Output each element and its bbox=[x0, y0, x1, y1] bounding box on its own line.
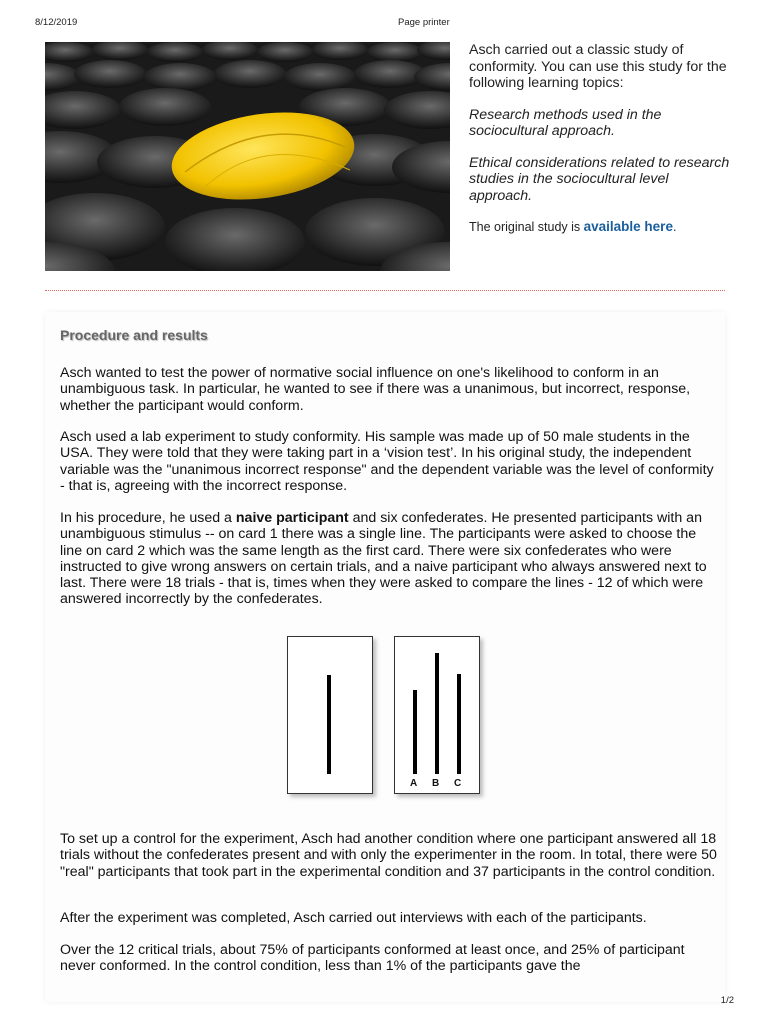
stimulus-card-2 bbox=[394, 636, 480, 794]
print-header-title: Page printer bbox=[398, 17, 450, 28]
reference-line bbox=[327, 675, 331, 774]
comparison-line-a bbox=[413, 690, 417, 774]
comparison-line-b bbox=[435, 653, 439, 774]
procedure-text-start: In his procedure, he used a bbox=[60, 510, 236, 526]
intro-text bbox=[469, 42, 731, 251]
paragraph-interviews: After the experiment was completed, Asch carried out interviews with each of the participants. bbox=[60, 910, 647, 926]
content-panel bbox=[45, 312, 725, 1002]
original-study-line bbox=[469, 219, 731, 236]
print-date: 8/12/2019 bbox=[35, 17, 78, 28]
comparison-line-c bbox=[457, 674, 461, 774]
paragraph-method: Asch used a lab experiment to study conformity. His sample was made up of 50 male students in the USA. They were told that they were taking part in a ‘vision test’. In his original study, the independent variable was the "unanimous incorrect response" and the dependent variable was the level of conformity - that is, agreeing with the incorrect response. bbox=[60, 429, 714, 494]
paragraph-aim: Asch wanted to test the power of normative social influence on one's likelihood to conform in an unambiguous task. In particular, he wanted to see if there was a unanimous, but incorrect, response, whether the participant would conform. bbox=[60, 365, 691, 414]
line-label-b: B bbox=[432, 778, 440, 789]
page-number: 1/2 bbox=[720, 995, 734, 1006]
paragraph-control: To set up a control for the experiment, Asch had another condition where one participant answered all 18 trials without the confederates present and with only the experimenter in the room. In total, there were 50 "real" participants that took part in the experimental condition and 37 participants in the control condition. bbox=[60, 831, 717, 880]
section-title: Procedure and results bbox=[60, 327, 208, 343]
stimulus-card-1 bbox=[287, 636, 373, 794]
learning-topic-research-methods: Research methods used in the sociocultural approach. bbox=[469, 106, 662, 139]
naive-participant-term: naive participant bbox=[235, 510, 349, 526]
learning-topic-ethics: Ethical considerations related to research studies in the sociocultural level approach. bbox=[469, 154, 730, 204]
available-here-link[interactable]: available here bbox=[583, 219, 673, 234]
original-study-suffix: . bbox=[672, 220, 677, 234]
line-label-a: A bbox=[410, 778, 418, 789]
paragraph-procedure bbox=[60, 510, 720, 608]
hero-umbrella-image bbox=[45, 42, 450, 271]
original-study-prefix: The original study is bbox=[469, 220, 584, 234]
procedure-text-end: and six confederates. He presented participants with an unambiguous stimulus -- on card 1 there was a single line. The participants were asked to choose the line on card 2 which was the same length as the first card. There were six confederates who were instructed to give wrong answers on certain trials, and a naive participant who always answered next to last. There were 18 trials - that is, times when they were asked to compare the lines - 12 of which were answered incorrectly by the confederates. bbox=[60, 510, 707, 608]
section-divider bbox=[45, 290, 725, 291]
paragraph-results: Over the 12 critical trials, about 75% of participants conformed at least once, and 25% of participant never conformed. In the control condition, less than 1% of the participants gave the bbox=[60, 942, 685, 975]
line-label-c: C bbox=[454, 778, 462, 789]
intro-paragraph: Asch carried out a classic study of conformity. You can use this study for the following learning topics: bbox=[469, 42, 727, 91]
